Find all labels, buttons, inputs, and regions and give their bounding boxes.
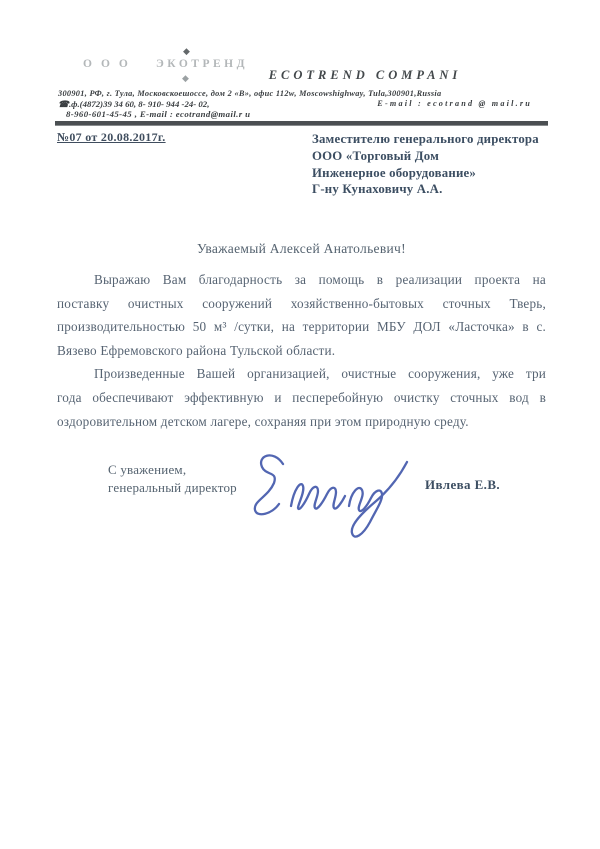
recipient-line: ООО «Торговый Дом [312,148,440,163]
logo-diamond-top-icon: ◆ [183,46,190,56]
body-line: Вязево Ефремовского района Тульской области. [57,342,336,358]
logo-company-name: ЭКОТРЕНД [156,58,249,70]
letterhead-phone-line2: 8-960-601-45-45 , E-mail : ecotrand@mail.r u [66,109,251,119]
body-line: Произведенные Вашей организацией, очистные сооружения, уже три [94,366,546,382]
closing-title: генеральный директор [108,479,237,495]
letter-body [57,268,546,433]
letterhead-divider-rule [55,121,548,126]
handwritten-signature [243,444,428,544]
logo-diamond-bottom-icon: ◆ [182,73,189,83]
body-line: Выражаю Вам благодарность за помощь в реализации проекта на [94,272,546,287]
reference-number: №07 от 20.08.2017г. [57,130,166,144]
body-line: поставку очистных сооружений хозяйственно-бытовых сточных Тверь, [57,295,546,311]
logo-ooo-text: ООО [83,58,137,70]
letterhead-email: E-mail : ecotrand @ mail.ru [377,99,532,108]
body-line: года обеспечивают эффективную и песперебойную очистку сточных вод в [57,389,546,405]
recipient-line: Г-ну Кунаховичу А.А. [312,182,443,197]
letterhead-phone-line: ☎.ф.(4872)39 34 60, 8- 910- 944 -24- 02, [58,99,210,109]
letterhead-address-line: 300901, РФ, г. Тула, Московскоешоссе, дом 2 «В», офис 112w, Moscowshighway, Tula,300901,Russia [58,89,442,98]
salutation: Уважаемый Алексей Анатольевич! [197,241,406,256]
recipient-line: Инженерное оборудование» [312,165,476,180]
closing-regards: С уважением, [108,462,187,477]
closing-block [108,461,237,497]
recipient-line: Заместителю генерального директора [312,132,539,146]
body-line: оздоровительном детском лагере, сохраняя при этом природную среду. [57,413,469,429]
signer-name: Ивлева Е.В. [425,477,501,492]
recipient-block [312,131,539,198]
company-name-english: ECOTREND COMPANI [268,68,462,82]
body-line: производительностью 50 м³ /сутки, на территории МБУ ДОЛ «Ласточка» в с. [57,319,546,335]
